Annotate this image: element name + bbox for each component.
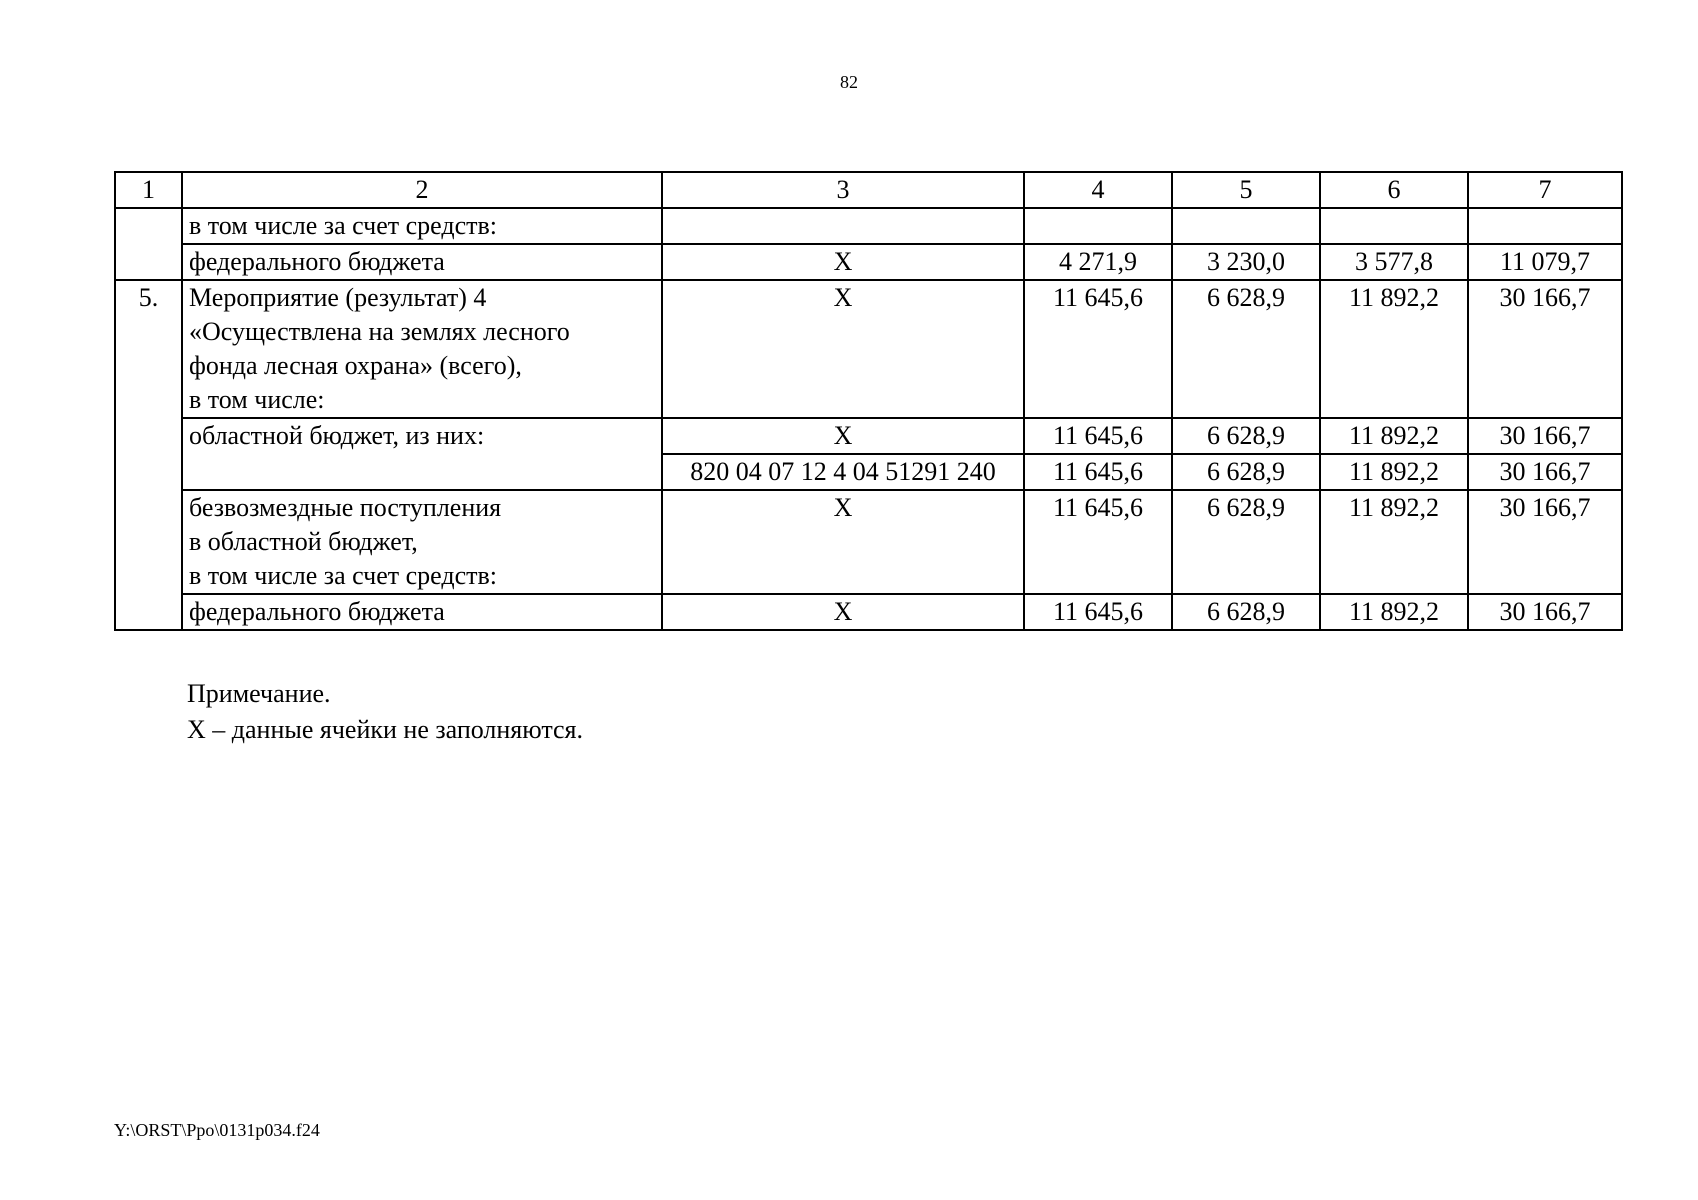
- value-cell: 11 645,6: [1024, 594, 1172, 630]
- value-cell: 11 645,6: [1024, 490, 1172, 594]
- value-cell: 11 892,2: [1320, 280, 1468, 418]
- description-line: в том числе:: [189, 385, 325, 414]
- header-cell: 4: [1024, 172, 1172, 208]
- value-cell: 4 271,9: [1024, 244, 1172, 280]
- page-number: 82: [840, 72, 858, 92]
- description-cell: федерального бюджета: [182, 244, 662, 280]
- value-cell: 6 628,9: [1172, 418, 1320, 454]
- description-line: Мероприятие (результат) 4: [189, 283, 487, 312]
- description-cell: [182, 280, 662, 418]
- value-cell: 30 166,7: [1468, 454, 1622, 490]
- value-cell: [1320, 208, 1468, 244]
- note-text: Х – данные ячейки не заполняются.: [187, 715, 584, 744]
- description-cell: федерального бюджета: [182, 594, 662, 630]
- budget-code-cell: [662, 208, 1024, 244]
- value-cell: 11 892,2: [1320, 594, 1468, 630]
- budget-code-cell: X: [662, 244, 1024, 280]
- value-cell: 11 079,7: [1468, 244, 1622, 280]
- budget-code-cell: X: [662, 594, 1024, 630]
- note-title: Примечание.: [187, 679, 331, 708]
- budget-code-cell: X: [662, 280, 1024, 418]
- description-line: безвозмездные поступления: [189, 493, 502, 522]
- table-row: [115, 418, 1622, 454]
- table-row: [115, 244, 1622, 280]
- value-cell: 6 628,9: [1172, 594, 1320, 630]
- value-cell: [1172, 208, 1320, 244]
- value-cell: 3 230,0: [1172, 244, 1320, 280]
- table-header-row: [115, 172, 1622, 208]
- description-line: в том числе за счет средств:: [189, 561, 497, 590]
- value-cell: 11 892,2: [1320, 490, 1468, 594]
- budget-code-cell: X: [662, 490, 1024, 594]
- file-path-footer: Y:\ORST\Ppo\0131p034.f24: [114, 1120, 320, 1140]
- description-line: в областной бюджет,: [189, 527, 418, 556]
- budget-table: [114, 171, 1623, 631]
- value-cell: 11 645,6: [1024, 280, 1172, 418]
- row-number-cell: 5.: [115, 280, 182, 630]
- header-cell: 1: [115, 172, 182, 208]
- description-line: фонда лесная охрана» (всего),: [189, 351, 522, 380]
- header-cell: 6: [1320, 172, 1468, 208]
- description-line: «Осуществлена на землях лесного: [189, 317, 570, 346]
- value-cell: 30 166,7: [1468, 418, 1622, 454]
- table-row: [115, 490, 1622, 594]
- description-cell: в том числе за счет средств:: [182, 208, 662, 244]
- value-cell: 30 166,7: [1468, 280, 1622, 418]
- note-block: [187, 676, 583, 748]
- value-cell: 3 577,8: [1320, 244, 1468, 280]
- value-cell: 6 628,9: [1172, 490, 1320, 594]
- description-cell: областной бюджет, из них:: [182, 418, 662, 490]
- value-cell: [1024, 208, 1172, 244]
- header-cell: 7: [1468, 172, 1622, 208]
- header-cell: 2: [182, 172, 662, 208]
- value-cell: 30 166,7: [1468, 594, 1622, 630]
- value-cell: 11 645,6: [1024, 454, 1172, 490]
- table-row: [115, 208, 1622, 244]
- budget-code-cell: 820 04 07 12 4 04 51291 240: [662, 454, 1024, 490]
- value-cell: 11 892,2: [1320, 418, 1468, 454]
- table-row: [115, 594, 1622, 630]
- header-cell: 5: [1172, 172, 1320, 208]
- header-cell: 3: [662, 172, 1024, 208]
- value-cell: 30 166,7: [1468, 490, 1622, 594]
- value-cell: 11 892,2: [1320, 454, 1468, 490]
- row-number-cell: [115, 208, 182, 280]
- value-cell: [1468, 208, 1622, 244]
- budget-code-cell: X: [662, 418, 1024, 454]
- value-cell: 11 645,6: [1024, 418, 1172, 454]
- value-cell: 6 628,9: [1172, 454, 1320, 490]
- table-row: [115, 280, 1622, 418]
- description-cell: [182, 490, 662, 594]
- value-cell: 6 628,9: [1172, 280, 1320, 418]
